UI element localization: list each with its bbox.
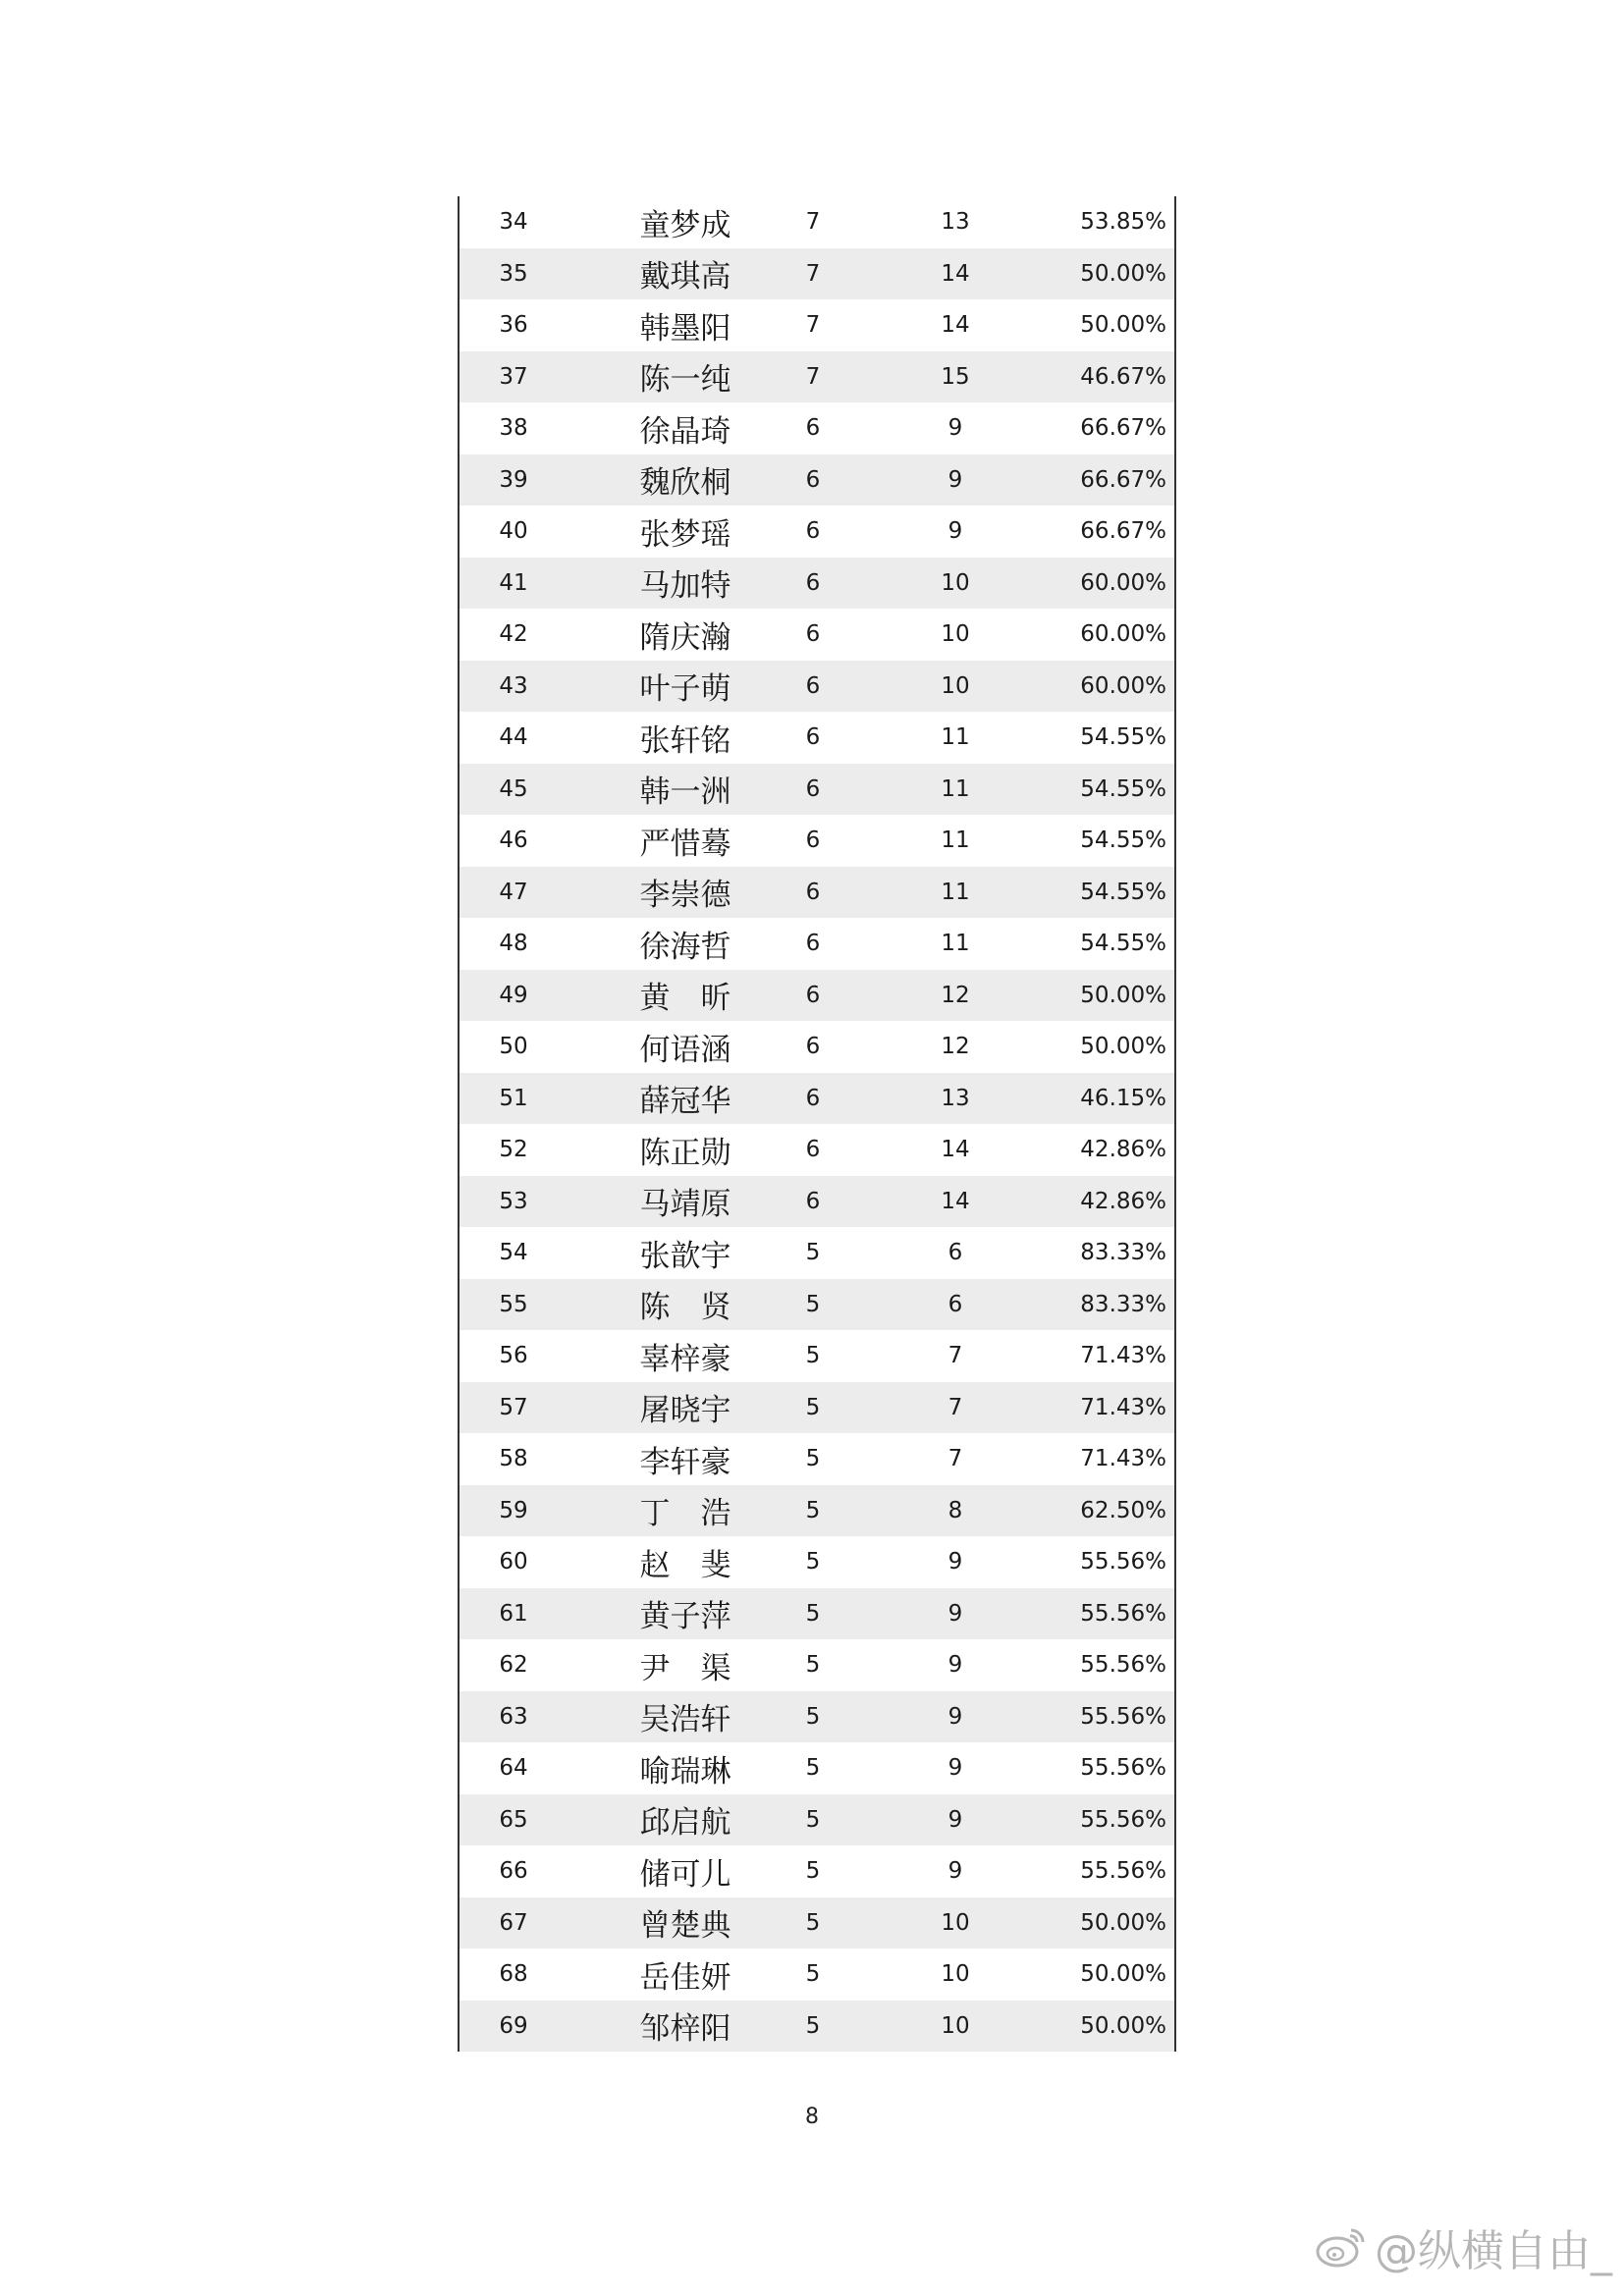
table-row [460,1176,1174,1228]
games-cell: 8 [947,1497,963,1523]
games-cell: 7 [947,1446,963,1472]
wins-cell: 5 [805,1549,821,1575]
wins-cell: 6 [805,1137,821,1163]
name-cell: 严惜蓦 [639,826,731,862]
games-cell: 9 [947,1755,963,1782]
table-row [460,1279,1174,1331]
name-cell: 尹 渠 [639,1650,731,1686]
win-rate-cell: 42.86% [1080,1188,1166,1214]
table-row [460,1073,1174,1125]
table-row [460,764,1174,816]
win-rate-cell: 55.56% [1080,1755,1166,1782]
name-cell: 马加特 [639,568,731,605]
name-cell: 李轩豪 [639,1444,731,1480]
rank-cell: 34 [499,209,528,236]
rank-cell: 38 [499,415,528,442]
rank-cell: 42 [499,621,528,648]
rank-cell: 43 [499,672,528,699]
win-rate-cell: 60.00% [1080,621,1166,648]
games-cell: 9 [947,1703,963,1730]
name-cell: 屠晓宇 [639,1393,731,1429]
table-row [460,558,1174,610]
win-rate-cell: 60.00% [1080,569,1166,596]
table-row [460,1949,1174,2001]
name-cell: 徐晶琦 [639,413,731,450]
games-cell: 14 [941,1137,970,1163]
rank-cell: 65 [499,1806,528,1833]
name-cell: 戴琪高 [639,259,731,295]
table-row [460,867,1174,919]
wins-cell: 6 [805,982,821,1008]
name-cell: 陈正勋 [639,1135,731,1171]
wins-cell: 6 [805,1034,821,1060]
name-cell: 徐海哲 [639,929,731,965]
table-row [460,2001,1174,2053]
table-row [460,351,1174,403]
table-row [460,248,1174,300]
rank-cell: 46 [499,828,528,854]
wins-cell: 6 [805,828,821,854]
name-cell: 邱启航 [639,1805,731,1842]
games-cell: 9 [947,1652,963,1679]
rank-cell: 50 [499,1034,528,1060]
wins-cell: 5 [805,1343,821,1369]
results-table [458,196,1176,2052]
win-rate-cell: 62.50% [1080,1497,1166,1523]
games-cell: 12 [941,1034,970,1060]
name-cell: 辜梓豪 [639,1341,731,1377]
wins-cell: 6 [805,672,821,699]
rank-cell: 57 [499,1394,528,1420]
win-rate-cell: 55.56% [1080,1806,1166,1833]
table-row [460,402,1174,454]
wins-cell: 6 [805,1085,821,1111]
rank-cell: 51 [499,1085,528,1111]
table-row [460,1433,1174,1485]
rank-cell: 39 [499,466,528,493]
table-row [460,1845,1174,1897]
name-cell: 隋庆瀚 [639,619,731,656]
games-cell: 9 [947,1549,963,1575]
name-cell: 陈一纯 [639,362,731,399]
win-rate-cell: 71.43% [1080,1343,1166,1369]
win-rate-cell: 50.00% [1080,2012,1166,2039]
games-cell: 9 [947,1806,963,1833]
wins-cell: 6 [805,518,821,545]
name-cell: 韩墨阳 [639,310,731,347]
games-cell: 11 [941,724,970,751]
games-cell: 10 [941,1961,970,1988]
rank-cell: 35 [499,260,528,287]
wins-cell: 5 [805,1703,821,1730]
win-rate-cell: 83.33% [1080,1291,1166,1317]
name-cell: 喻瑞琳 [639,1753,731,1789]
wins-cell: 5 [805,1806,821,1833]
games-cell: 7 [947,1394,963,1420]
wins-cell: 7 [805,363,821,390]
wins-cell: 5 [805,1600,821,1627]
wins-cell: 5 [805,1240,821,1266]
table-row [460,1588,1174,1640]
rank-cell: 49 [499,982,528,1008]
win-rate-cell: 54.55% [1080,724,1166,751]
win-rate-cell: 66.67% [1080,415,1166,442]
rank-cell: 64 [499,1755,528,1782]
name-cell: 李崇德 [639,878,731,914]
win-rate-cell: 54.55% [1080,931,1166,957]
wins-cell: 5 [805,1858,821,1885]
wins-cell: 6 [805,879,821,905]
weibo-logo-icon [1314,2224,1367,2269]
wins-cell: 7 [805,260,821,287]
name-cell: 岳佳妍 [639,1959,731,1996]
wins-cell: 5 [805,1497,821,1523]
rank-cell: 37 [499,363,528,390]
games-cell: 10 [941,1909,970,1936]
win-rate-cell: 54.55% [1080,828,1166,854]
games-cell: 11 [941,879,970,905]
table-row [460,1794,1174,1846]
rank-cell: 36 [499,312,528,339]
table-row [460,506,1174,558]
table-row [460,1536,1174,1588]
wins-cell: 6 [805,931,821,957]
games-cell: 6 [947,1291,963,1317]
games-cell: 14 [941,260,970,287]
games-cell: 9 [947,1600,963,1627]
name-cell: 魏欣桐 [639,465,731,502]
wins-cell: 6 [805,466,821,493]
win-rate-cell: 54.55% [1080,879,1166,905]
wins-cell: 5 [805,1446,821,1472]
rank-cell: 48 [499,931,528,957]
games-cell: 7 [947,1343,963,1369]
table-row [460,1124,1174,1176]
wins-cell: 7 [805,312,821,339]
watermark [1314,2216,1612,2278]
rank-cell: 56 [499,1343,528,1369]
table-row [460,1639,1174,1691]
wins-cell: 5 [805,1652,821,1679]
win-rate-cell: 46.67% [1080,363,1166,390]
win-rate-cell: 50.00% [1080,260,1166,287]
games-cell: 10 [941,2012,970,2039]
rank-cell: 63 [499,1703,528,1730]
games-cell: 13 [941,1085,970,1111]
rank-cell: 52 [499,1137,528,1163]
games-cell: 11 [941,828,970,854]
win-rate-cell: 60.00% [1080,672,1166,699]
games-cell: 9 [947,415,963,442]
games-cell: 9 [947,1858,963,1885]
win-rate-cell: 55.56% [1080,1652,1166,1679]
rank-cell: 61 [499,1600,528,1627]
table-row [460,1742,1174,1794]
table-row [460,661,1174,713]
name-cell: 丁 浩 [639,1496,731,1532]
games-cell: 12 [941,982,970,1008]
wins-cell: 5 [805,1961,821,1988]
wins-cell: 6 [805,621,821,648]
table-row [460,918,1174,970]
table-row [460,815,1174,867]
table-row [460,1485,1174,1537]
rank-cell: 58 [499,1446,528,1472]
rank-cell: 53 [499,1188,528,1214]
rank-cell: 59 [499,1497,528,1523]
rank-cell: 41 [499,569,528,596]
wins-cell: 6 [805,724,821,751]
rank-cell: 40 [499,518,528,545]
games-cell: 11 [941,931,970,957]
win-rate-cell: 50.00% [1080,982,1166,1008]
table-row [460,1227,1174,1279]
page-number: 8 [805,2105,819,2129]
games-cell: 10 [941,621,970,648]
table-row [460,299,1174,351]
win-rate-cell: 55.56% [1080,1703,1166,1730]
games-cell: 14 [941,1188,970,1214]
wins-cell: 6 [805,775,821,802]
games-cell: 10 [941,569,970,596]
table-row [460,1897,1174,1949]
win-rate-cell: 50.00% [1080,1961,1166,1988]
table-row [460,196,1174,248]
name-cell: 马靖原 [639,1187,731,1223]
rank-cell: 62 [499,1652,528,1679]
name-cell: 韩一洲 [639,774,731,811]
table-row [460,1691,1174,1743]
table-row [460,1021,1174,1073]
name-cell: 邹梓阳 [639,2011,731,2048]
rank-cell: 47 [499,879,528,905]
wins-cell: 5 [805,2012,821,2039]
table-row [460,1382,1174,1434]
rank-cell: 69 [499,2012,528,2039]
win-rate-cell: 54.55% [1080,775,1166,802]
win-rate-cell: 50.00% [1080,1034,1166,1060]
rank-cell: 54 [499,1240,528,1266]
table-row [460,712,1174,764]
name-cell: 张梦瑶 [639,516,731,553]
table-row [460,454,1174,507]
name-cell: 黄子萍 [639,1599,731,1635]
rank-cell: 66 [499,1858,528,1885]
wins-cell: 5 [805,1755,821,1782]
name-cell: 童梦成 [639,207,731,243]
games-cell: 14 [941,312,970,339]
name-cell: 储可儿 [639,1856,731,1893]
name-cell: 陈 贤 [639,1290,731,1326]
wins-cell: 5 [805,1909,821,1936]
rank-cell: 55 [499,1291,528,1317]
wins-cell: 5 [805,1291,821,1317]
rank-cell: 60 [499,1549,528,1575]
name-cell: 何语涵 [639,1032,731,1068]
games-cell: 6 [947,1240,963,1266]
wins-cell: 6 [805,569,821,596]
win-rate-cell: 46.15% [1080,1085,1166,1111]
wins-cell: 7 [805,209,821,236]
win-rate-cell: 55.56% [1080,1549,1166,1575]
games-cell: 15 [941,363,970,390]
games-cell: 13 [941,209,970,236]
wins-cell: 6 [805,1188,821,1214]
rank-cell: 67 [499,1909,528,1936]
win-rate-cell: 66.67% [1080,518,1166,545]
win-rate-cell: 71.43% [1080,1394,1166,1420]
name-cell: 薛冠华 [639,1084,731,1120]
name-cell: 叶子萌 [639,671,731,708]
win-rate-cell: 50.00% [1080,312,1166,339]
name-cell: 张轩铭 [639,722,731,759]
name-cell: 曾楚典 [639,1908,731,1945]
win-rate-cell: 55.56% [1080,1600,1166,1627]
win-rate-cell: 53.85% [1080,209,1166,236]
rank-cell: 44 [499,724,528,751]
wins-cell: 5 [805,1394,821,1420]
rank-cell: 68 [499,1961,528,1988]
win-rate-cell: 55.56% [1080,1858,1166,1885]
games-cell: 10 [941,672,970,699]
name-cell: 张歆宇 [639,1238,731,1274]
name-cell: 赵 斐 [639,1547,731,1583]
games-cell: 9 [947,518,963,545]
watermark-text: @纵横自由_ [1375,2226,1612,2276]
win-rate-cell: 42.86% [1080,1137,1166,1163]
table-row [460,609,1174,661]
table-row [460,970,1174,1022]
games-cell: 11 [941,775,970,802]
win-rate-cell: 66.67% [1080,466,1166,493]
win-rate-cell: 71.43% [1080,1446,1166,1472]
table-row [460,1330,1174,1382]
rank-cell: 45 [499,775,528,802]
win-rate-cell: 83.33% [1080,1240,1166,1266]
name-cell: 吴浩轩 [639,1702,731,1738]
name-cell: 黄 昕 [639,981,731,1017]
games-cell: 9 [947,466,963,493]
win-rate-cell: 50.00% [1080,1909,1166,1936]
wins-cell: 6 [805,415,821,442]
